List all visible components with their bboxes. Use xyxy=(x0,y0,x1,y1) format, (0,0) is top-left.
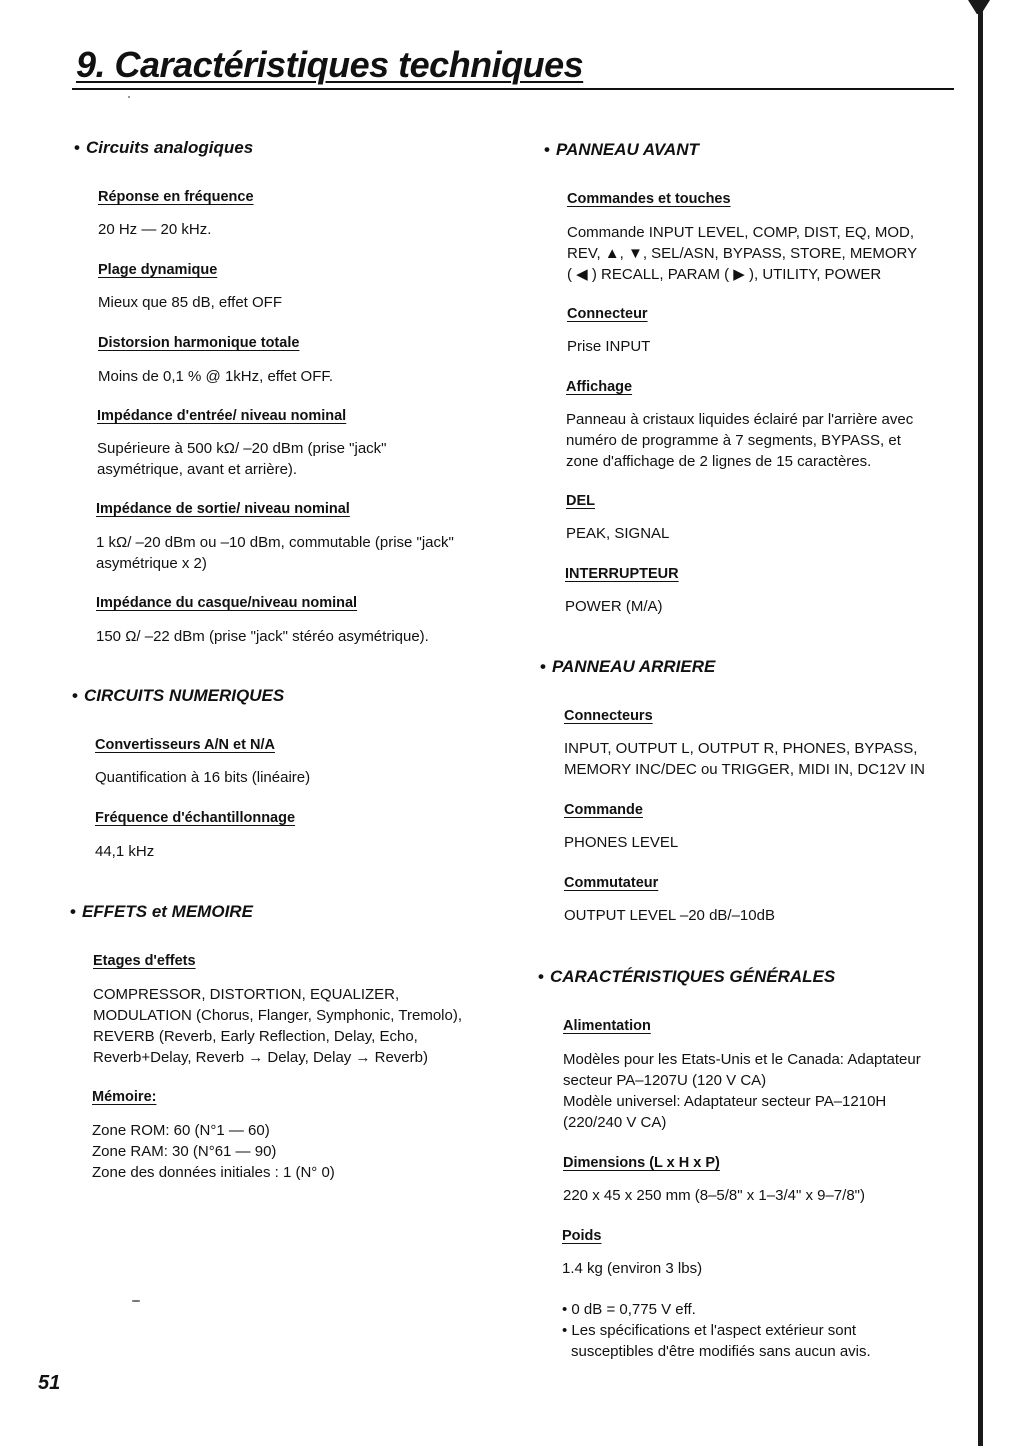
spec-label: Impédance d'entrée/ niveau nominal xyxy=(97,408,347,424)
spec-label: Plage dynamique xyxy=(98,262,218,278)
spec-value: 44,1 kHz xyxy=(95,843,155,860)
spec-label: Impédance de sortie/ niveau nominal xyxy=(96,501,350,517)
bullet: • xyxy=(538,967,544,986)
footnote: • 0 dB = 0,775 V eff. xyxy=(562,1301,696,1318)
title-rule xyxy=(72,88,954,90)
spec-value: 1.4 kg (environ 3 lbs) xyxy=(562,1260,703,1277)
spec-value-line: Zone RAM: 30 (N°61 — 90) xyxy=(92,1143,277,1160)
section-title-text: Circuits analogiques xyxy=(85,138,254,157)
section-title-text: EFFETS et MEMOIRE xyxy=(81,902,253,921)
spec-value-line: Modèle universel: Adaptateur secteur PA–1210H xyxy=(563,1093,887,1110)
bullet: • xyxy=(74,138,80,157)
section-title-text: PANNEAU AVANT xyxy=(555,140,699,159)
footnote: • Les spécifications et l'aspect extérieur sont xyxy=(562,1322,857,1339)
spec-value-line: INPUT, OUTPUT L, OUTPUT R, PHONES, BYPASS, xyxy=(564,740,918,757)
bullet: • xyxy=(70,902,76,921)
spec-value: POWER (M/A) xyxy=(565,598,663,615)
spec-label: Connecteurs xyxy=(564,708,653,724)
spec-value: PHONES LEVEL xyxy=(564,834,679,851)
spec-value-line: asymétrique, avant et arrière). xyxy=(97,461,298,478)
scan-speck xyxy=(128,96,130,98)
page-number: 51 xyxy=(38,1372,61,1394)
spec-label: Alimentation xyxy=(563,1018,651,1034)
spec-value-line: Reverb+Delay, Reverb → Delay, Delay → Reverb) xyxy=(93,1049,428,1066)
section-effets-memoire xyxy=(70,902,253,922)
spec-label: Connecteur xyxy=(567,306,648,322)
spec-label: Dimensions (L x H x P) xyxy=(563,1155,720,1171)
spec-value: 150 Ω/ –22 dBm (prise "jack" stéréo asymétrique). xyxy=(96,628,429,645)
section-title-text: CIRCUITS NUMERIQUES xyxy=(83,686,285,705)
spec-value: Moins de 0,1 % @ 1kHz, effet OFF. xyxy=(98,368,334,385)
bullet: • xyxy=(544,140,550,159)
spec-value: Prise INPUT xyxy=(567,338,651,355)
spec-value-line: Supérieure à 500 kΩ/ –20 dBm (prise "jack" xyxy=(97,440,387,457)
section-circuits-analogiques xyxy=(74,138,253,158)
spec-label: Distorsion harmonique totale xyxy=(98,335,300,351)
section-title-text: PANNEAU ARRIERE xyxy=(551,657,716,676)
spec-label: Affichage xyxy=(566,379,633,395)
spec-label: Commandes et touches xyxy=(567,191,731,207)
spec-value-line: ( ◀ ) RECALL, PARAM ( ▶ ), UTILITY, POWER xyxy=(567,266,882,283)
section-circuits-numeriques xyxy=(72,686,284,706)
spec-value-line: Modèles pour les Etats-Unis et le Canada: Adaptateur xyxy=(563,1051,921,1068)
spec-value: PEAK, SIGNAL xyxy=(566,525,670,542)
spec-value-line: REVERB (Reverb, Early Reflection, Delay, Echo, xyxy=(93,1028,418,1045)
spec-label: Convertisseurs A/N et N/A xyxy=(95,737,275,753)
spec-value-line: COMPRESSOR, DISTORTION, EQUALIZER, xyxy=(93,986,400,1003)
spec-label: Commande xyxy=(564,802,643,818)
page-title: 9. Caractéristiques techniques xyxy=(76,44,584,85)
spec-value-line: Panneau à cristaux liquides éclairé par l'arrière avec xyxy=(566,411,914,428)
spec-value-line: Zone des données initiales : 1 (N° 0) xyxy=(92,1164,335,1181)
spec-label: Poids xyxy=(562,1228,602,1244)
binding-edge xyxy=(978,0,983,1446)
spec-label: DEL xyxy=(566,493,595,509)
spec-value-line: Zone ROM: 60 (N°1 — 60) xyxy=(92,1122,270,1139)
spec-label: Commutateur xyxy=(564,875,659,891)
spec-label: Réponse en fréquence xyxy=(98,189,254,205)
section-panneau-avant xyxy=(544,140,699,160)
spec-value-line: Commande INPUT LEVEL, COMP, DIST, EQ, MOD, xyxy=(567,224,915,241)
spec-value: Quantification à 16 bits (linéaire) xyxy=(95,769,311,786)
bullet: • xyxy=(72,686,78,705)
spec-value-line: asymétrique x 2) xyxy=(96,555,207,572)
spec-value: OUTPUT LEVEL –20 dB/–10dB xyxy=(564,907,775,924)
spec-value: 220 x 45 x 250 mm (8–5/8" x 1–3/4" x 9–7/8") xyxy=(563,1187,865,1204)
spec-value: 20 Hz — 20 kHz. xyxy=(98,221,212,238)
section-caracteristiques-generales xyxy=(538,967,835,987)
spec-label: Impédance du casque/niveau nominal xyxy=(96,595,358,611)
spec-value-line: numéro de programme à 7 segments, BYPASS, et xyxy=(566,432,901,449)
spec-value: Mieux que 85 dB, effet OFF xyxy=(98,294,282,311)
spec-value-line: REV, ▲, ▼, SEL/ASN, BYPASS, STORE, MEMORY xyxy=(567,245,918,262)
spec-label: Etages d'effets xyxy=(93,953,196,969)
spec-label: Fréquence d'échantillonnage xyxy=(95,810,296,826)
section-panneau-arriere xyxy=(540,657,715,677)
footnote: susceptibles d'être modifiés sans aucun avis. xyxy=(571,1343,871,1360)
bullet: • xyxy=(540,657,546,676)
section-title-text: CARACTÉRISTIQUES GÉNÉRALES xyxy=(549,967,836,986)
spec-value-line: (220/240 V CA) xyxy=(563,1114,667,1131)
spec-label: Mémoire: xyxy=(92,1089,157,1105)
spec-value-line: MODULATION (Chorus, Flanger, Symphonic, Tremolo), xyxy=(93,1007,462,1024)
scan-speck xyxy=(132,1300,140,1302)
spec-label: INTERRUPTEUR xyxy=(565,566,679,582)
spec-value-line: MEMORY INC/DEC ou TRIGGER, MIDI IN, DC12V IN xyxy=(564,761,925,778)
spec-value-line: 1 kΩ/ –20 dBm ou –10 dBm, commutable (prise "jack" xyxy=(96,534,454,551)
spec-value-line: secteur PA–1207U (120 V CA) xyxy=(563,1072,767,1089)
spec-value-line: zone d'affichage de 2 lignes de 15 caractères. xyxy=(566,453,872,470)
